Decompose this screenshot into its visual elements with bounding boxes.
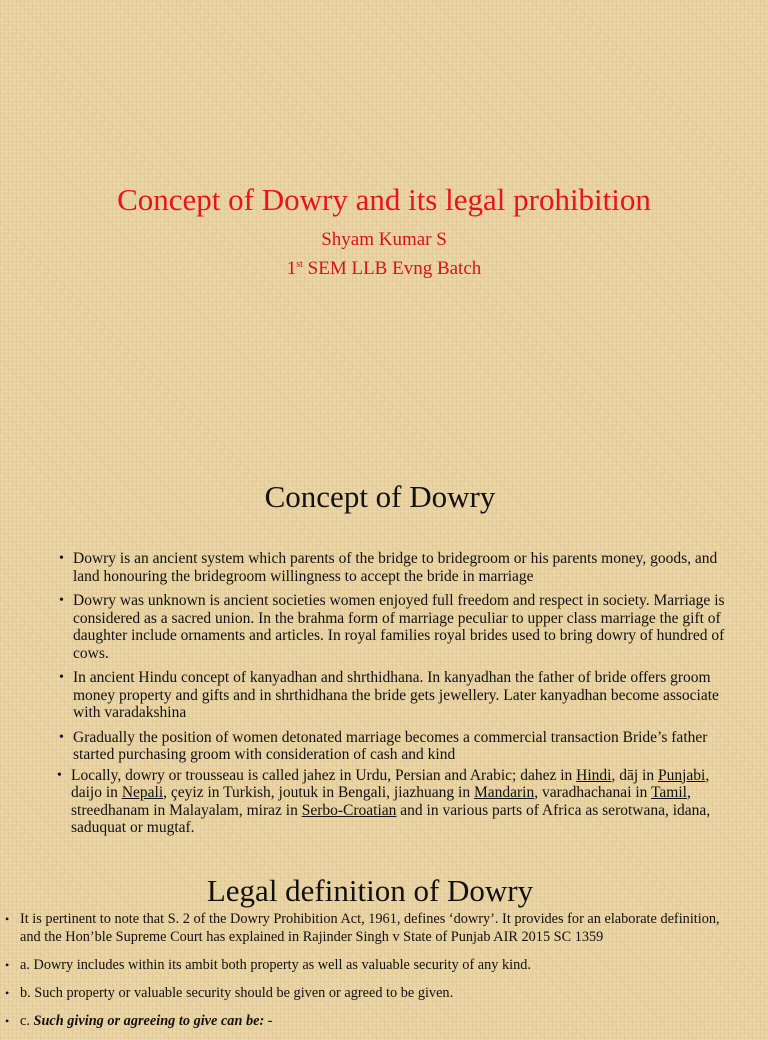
bullet-item: • In ancient Hindu concept of kanyadhan and shrthidhana. In kanyadhan the father of bride offers groom money property and gifts and in shrthidhana the bride gets jewellery. Later kanyadhan become associate with varadakshina (73, 669, 741, 722)
bullet-item: • Dowry is an ancient system which parents of the bridge to bridegroom or his parents money, goods, and land honouring the bridegroom willingness to accept the bride in marriage (73, 550, 741, 585)
bullet-item: • Dowry was unknown is ancient societies women enjoyed full freedom and respect in society. Marriage is considered as a sacred union. In the brahma form of marriage peculiar to upper class marriage the gift of daughter include ornaments and articles. In royal families royal brides used to bring dowry of hundred of cows. (73, 592, 741, 662)
link-serbo-croatian[interactable]: Serbo-Croatian (301, 801, 397, 819)
presentation-title: Concept of Dowry and its legal prohibition (117, 182, 651, 217)
link-punjabi[interactable]: Punjabi (657, 766, 706, 784)
item-emphasis: Such giving or agreeing to give can be: - (33, 1013, 273, 1029)
batch-text: SEM LLB Evng Batch (302, 258, 482, 279)
text-segment: Locally, dowry or trousseau is called jahez in Urdu, Persian and Arabic; dahez in (71, 766, 577, 784)
bullet-item-partial (20, 1012, 720, 1030)
link-mandarin[interactable]: Mandarin (473, 784, 535, 801)
bullet-item: • b. Such property or valuable security should be given or agreed to be given. (20, 984, 720, 1002)
bullet-item: • Gradually the position of women detonated marriage becomes a commercial transaction Bride’s father started purchasing groom with consideration of cash and kind (73, 729, 741, 764)
bullet-list (73, 550, 741, 844)
batch-info (0, 258, 768, 280)
link-nepali[interactable]: Nepali (121, 784, 164, 801)
concept-slide (0, 440, 768, 860)
text-segment: , varadhachanai in (534, 784, 652, 801)
text-segment: , çeyiz in Turkish, joutuk in Bengali, jiazhuang in (163, 784, 474, 801)
link-hindi[interactable]: Hindi (576, 766, 612, 784)
link-tamil[interactable]: Tamil (651, 784, 687, 801)
title-slide (0, 0, 768, 440)
author-name: Shyam Kumar S (321, 229, 447, 250)
batch-number: 1 (286, 258, 297, 279)
bullet-item: • It is pertinent to note that S. 2 of the Dowry Prohibition Act, 1961, defines ‘dowry’. It provides for an elaborate definition, and the Hon’ble Supreme Court has explained in Rajinder Singh v State of Punjab AIR 2015 SC 1359 (20, 910, 720, 946)
text-segment: , streedhanam in Malayalam, miraz in (71, 784, 691, 819)
slide-title: Concept of Dowry (264, 479, 496, 514)
text-segment: , dāj in (611, 766, 658, 784)
bullet-item: • a. Dowry includes within its ambit both property as well as valuable security of any kind. (20, 956, 720, 974)
text-segment: , daijo in (71, 766, 710, 801)
item-prefix: c. (20, 1013, 34, 1029)
text-segment: and in various parts of Africa as serotwana, idana, saduquat or mugtaf. (71, 801, 711, 836)
bullet-list (20, 910, 720, 1040)
bullet-item-local-names (71, 767, 739, 837)
slide-title: Legal definition of Dowry (206, 873, 534, 908)
batch-ordinal: st (296, 259, 303, 270)
legal-definition-slide (0, 860, 768, 1029)
